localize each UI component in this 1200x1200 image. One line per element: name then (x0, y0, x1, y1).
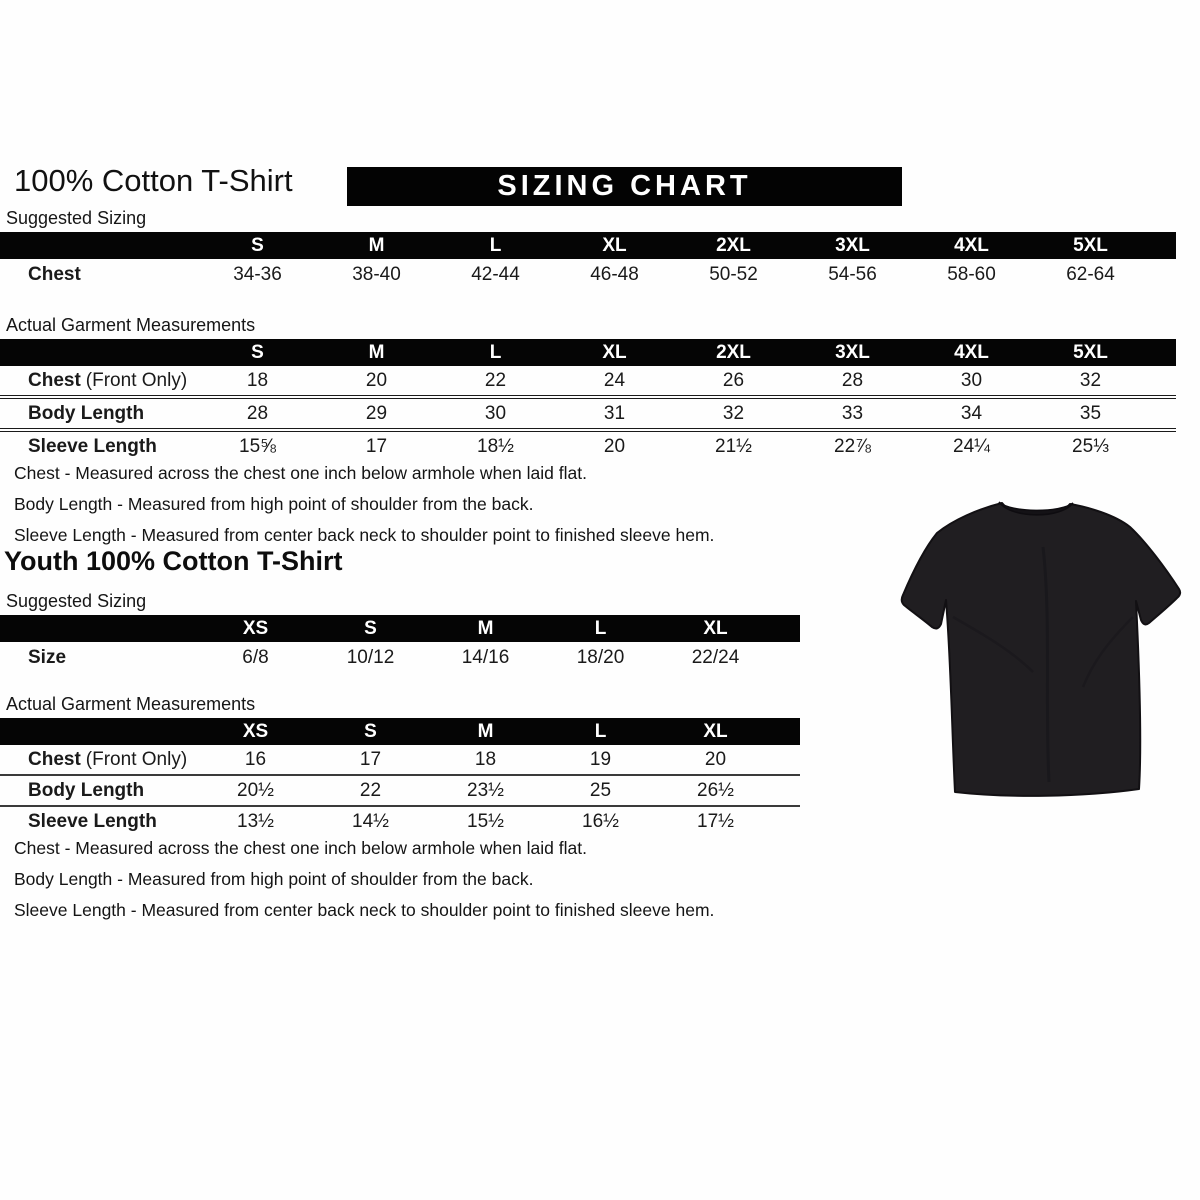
note-sleeve-length: Sleeve Length - Measured from center back neck to shoulder point to finished sleeve hem. (14, 525, 715, 545)
row-label (0, 403, 198, 425)
size-value-cell: 28 (246, 402, 269, 424)
adult-suggested-sizing-table (0, 232, 1176, 290)
size-value-cell: 14½ (352, 810, 389, 832)
size-value-cell: 23½ (467, 779, 504, 801)
tshirt-illustration (893, 487, 1188, 807)
size-value-cell: 20 (603, 435, 626, 457)
youth-section-title: Youth 100% Cotton T-Shirt (4, 546, 343, 576)
size-value-cell: 50-52 (709, 263, 758, 285)
column-header: XL (602, 234, 627, 256)
youth-actual-measurements-table (0, 718, 800, 836)
size-value-cell: 22 (359, 779, 382, 801)
row-label-text: Sleeve Length (28, 435, 157, 457)
size-value-cell: 42-44 (471, 263, 520, 285)
size-value-cell: 10/12 (346, 646, 395, 668)
youth-suggested-sizing-table (0, 615, 800, 673)
column-header: 2XL (716, 234, 751, 256)
size-value-cell: 14/16 (461, 646, 510, 668)
row-label (0, 647, 198, 669)
row-label-text: Sleeve Length (28, 810, 157, 832)
youth-suggested-sizing-label: Suggested Sizing (6, 591, 147, 611)
size-value-cell: 26 (722, 369, 745, 391)
note-sleeve-length: Sleeve Length - Measured from center back neck to shoulder point to finished sleeve hem. (14, 900, 715, 920)
table-row (0, 642, 800, 673)
size-value-cell: 26½ (697, 779, 734, 801)
column-header: S (251, 341, 264, 363)
row-label-suffix: (Front Only) (85, 748, 188, 770)
size-value-cell: 46-48 (590, 263, 639, 285)
note-body-length: Body Length - Measured from high point of shoulder from the back. (14, 869, 534, 889)
table-row (0, 259, 1176, 290)
size-value-cell: 54-56 (828, 263, 877, 285)
size-value-cell: 22/24 (691, 646, 740, 668)
table-row (0, 432, 1176, 461)
size-value-cell: 20½ (237, 779, 274, 801)
size-value-cell: 22 (484, 369, 507, 391)
size-value-cell: 6/8 (242, 646, 269, 668)
size-value-cell: 15½ (467, 810, 504, 832)
size-value-cell: 24 (603, 369, 626, 391)
column-header: M (368, 341, 385, 363)
size-value-cell: 24¼ (953, 435, 990, 457)
note-body-length: Body Length - Measured from high point of shoulder from the back. (14, 494, 534, 514)
size-value-cell: 31 (603, 402, 626, 424)
column-header: XL (602, 341, 627, 363)
column-header: L (489, 341, 502, 363)
page-title: 100% Cotton T-Shirt (14, 163, 293, 198)
column-header: 5XL (1073, 341, 1108, 363)
adult-actual-measurements-table (0, 339, 1176, 461)
column-header: S (364, 617, 377, 639)
size-value-cell: 25⅓ (1072, 435, 1109, 457)
sizing-chart-banner (347, 167, 902, 206)
row-label (0, 811, 198, 833)
row-label (0, 780, 198, 802)
column-header: S (364, 720, 377, 742)
size-value-cell: 28 (841, 369, 864, 391)
column-header: 5XL (1073, 234, 1108, 256)
column-header: 3XL (835, 234, 870, 256)
adult-suggested-sizing-label: Suggested Sizing (6, 208, 147, 228)
table-row (0, 776, 800, 807)
row-label-text: Body Length (28, 779, 145, 801)
size-value-cell: 21½ (715, 435, 752, 457)
size-value-cell: 38-40 (352, 263, 401, 285)
column-header: 4XL (954, 234, 989, 256)
size-value-cell: 32 (722, 402, 745, 424)
size-value-cell: 18 (246, 369, 269, 391)
table-header-row (0, 615, 800, 642)
column-header: S (251, 234, 264, 256)
size-value-cell: 62-64 (1066, 263, 1115, 285)
size-value-cell: 18/20 (576, 646, 625, 668)
size-value-cell: 16½ (582, 810, 619, 832)
note-chest: Chest - Measured across the chest one inch below armhole when laid flat. (14, 838, 587, 858)
table-header-row (0, 232, 1176, 259)
size-value-cell: 33 (841, 402, 864, 424)
column-header: M (477, 617, 494, 639)
size-value-cell: 22⅞ (834, 435, 871, 457)
row-label (0, 749, 198, 771)
size-value-cell: 17 (365, 435, 388, 457)
size-value-cell: 20 (365, 369, 388, 391)
size-value-cell: 30 (484, 402, 507, 424)
table-row (0, 399, 1176, 432)
column-header: XS (242, 720, 269, 742)
row-label-text: Chest (28, 263, 81, 285)
banner-text: SIZING CHART (497, 170, 752, 202)
tshirt-product-image (893, 487, 1188, 807)
size-value-cell: 30 (960, 369, 983, 391)
size-value-cell: 32 (1079, 369, 1102, 391)
row-label (0, 370, 198, 392)
table-row (0, 807, 800, 836)
adult-measurement-notes (14, 463, 714, 556)
row-label-text: Size (28, 646, 67, 668)
column-header: M (477, 720, 494, 742)
row-label (0, 436, 198, 458)
adult-actual-measurements-label: Actual Garment Measurements (6, 315, 256, 335)
column-header: M (368, 234, 385, 256)
size-value-cell: 18 (474, 748, 497, 770)
size-value-cell: 17 (359, 748, 382, 770)
row-label (0, 264, 198, 286)
size-value-cell: 17½ (697, 810, 734, 832)
size-value-cell: 29 (365, 402, 388, 424)
size-value-cell: 18½ (477, 435, 514, 457)
youth-actual-measurements-label: Actual Garment Measurements (6, 694, 256, 714)
youth-measurement-notes (14, 838, 714, 931)
size-value-cell: 58-60 (947, 263, 996, 285)
size-value-cell: 34-36 (233, 263, 282, 285)
table-row (0, 366, 1176, 399)
size-value-cell: 19 (589, 748, 612, 770)
column-header: L (489, 234, 502, 256)
column-header: XL (703, 720, 728, 742)
row-label-text: Body Length (28, 402, 145, 424)
column-header: L (594, 720, 607, 742)
note-chest: Chest - Measured across the chest one inch below armhole when laid flat. (14, 463, 587, 483)
size-value-cell: 25 (589, 779, 612, 801)
column-header: XS (242, 617, 269, 639)
size-value-cell: 13½ (237, 810, 274, 832)
size-value-cell: 34 (960, 402, 983, 424)
row-label-text: Chest (28, 369, 81, 391)
size-value-cell: 35 (1079, 402, 1102, 424)
column-header: L (594, 617, 607, 639)
size-value-cell: 16 (244, 748, 267, 770)
size-value-cell: 15⅝ (239, 435, 276, 457)
column-header: 3XL (835, 341, 870, 363)
row-label-suffix: (Front Only) (85, 369, 188, 391)
column-header: XL (703, 617, 728, 639)
size-value-cell: 20 (704, 748, 727, 770)
table-header-row (0, 718, 800, 745)
tshirt-silhouette (902, 503, 1180, 796)
column-header: 2XL (716, 341, 751, 363)
row-label-text: Chest (28, 748, 81, 770)
table-header-row (0, 339, 1176, 366)
table-row (0, 745, 800, 776)
column-header: 4XL (954, 341, 989, 363)
